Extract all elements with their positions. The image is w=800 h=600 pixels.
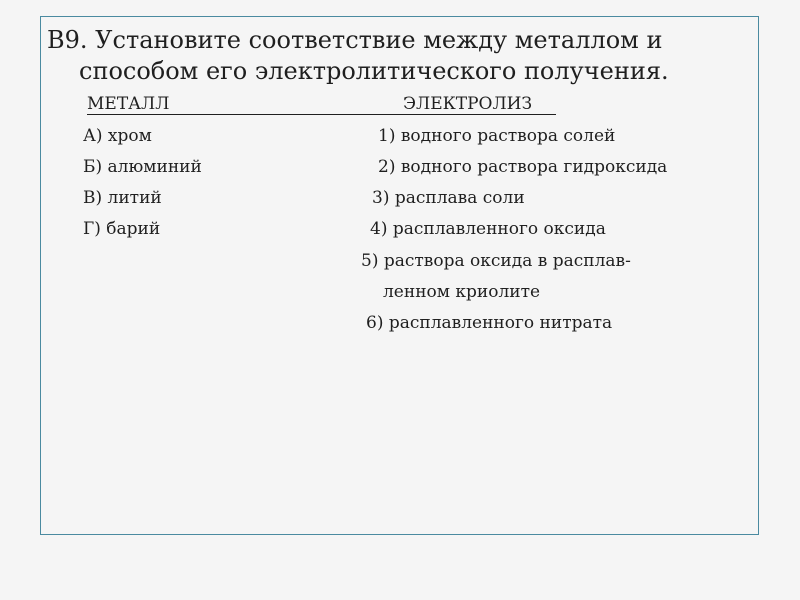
task-title-line-2: способом его электролитического получения. [79, 57, 669, 85]
column-header-electrolysis: ЭЛЕКТРОЛИЗ [403, 94, 533, 114]
method-option-6: 6) расплавленного нитрата [366, 313, 613, 333]
method-option-1: 1) водного раствора солей [378, 126, 616, 146]
method-option-4: 4) расплавленного оксида [370, 219, 606, 239]
method-option-5-continued: ленном криолите [383, 282, 541, 302]
task-title [47, 25, 747, 87]
task-title-line-1: В9. Установите соответствие между металлом и [47, 26, 663, 54]
metal-option-b: Б) алюминий [83, 157, 202, 177]
method-option-2: 2) водного раствора гидроксида [378, 157, 668, 177]
column-header-metal: МЕТАЛЛ [87, 94, 170, 114]
method-option-5: 5) раствора оксида в расплав- [361, 251, 631, 271]
metal-option-g: Г) барий [83, 219, 161, 239]
method-option-3: 3) расплава соли [372, 188, 525, 208]
metal-option-v: В) литий [83, 188, 162, 208]
metal-option-a: А) хром [83, 126, 152, 146]
content-frame [40, 16, 759, 535]
